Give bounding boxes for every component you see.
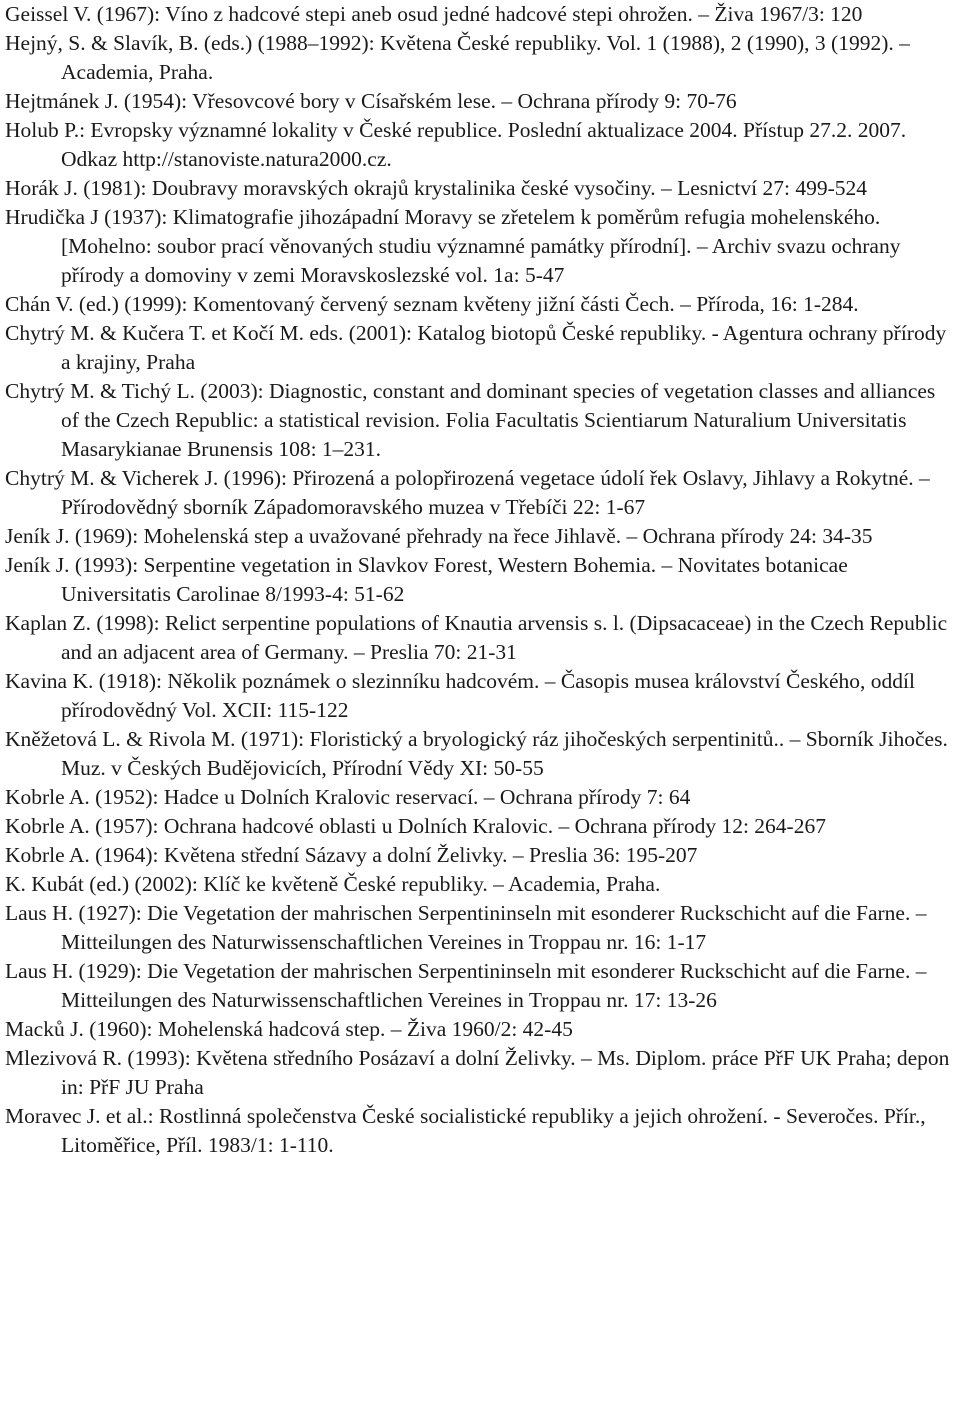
reference-entry: Kobrle A. (1964): Květena střední Sázavy a dolní Želivky. – Preslia 36: 195-207	[5, 843, 698, 867]
reference-entry: Jeník J. (1969): Mohelenská step a uvažované přehrady na řece Jihlavě. – Ochrana přírody 24: 34-35	[5, 524, 873, 548]
reference-entry: Kavina K. (1918): Několik poznámek o slezinníku hadcovém. – Časopis musea království Českého, oddíl přírodovědný Vol. XCII: 115-122	[5, 669, 915, 722]
reference-entry: Laus H. (1927): Die Vegetation der mahrischen Serpentininseln mit esonderer Ruckschicht auf die Farne. – Mitteilungen des Naturwissenschaftlichen Vereines in Troppau nr. 16: 1-17	[5, 901, 927, 954]
reference-entry: Laus H. (1929): Die Vegetation der mahrischen Serpentininseln mit esonderer Ruckschicht auf die Farne. – Mitteilungen des Naturwissenschaftlichen Vereines in Troppau nr. 17: 13-26	[5, 959, 927, 1012]
reference-entry: Jeník J. (1993): Serpentine vegetation in Slavkov Forest, Western Bohemia. – Novitates botanicae Universitatis Carolinae 8/1993-4: 51-62	[5, 553, 848, 606]
reference-entry: Kobrle A. (1957): Ochrana hadcové oblasti u Dolních Kralovic. – Ochrana přírody 12: 264-267	[5, 814, 826, 838]
reference-entry: Chytrý M. & Kučera T. et Kočí M. eds. (2001): Katalog biotopů České republiky. - Agentura ochrany přírody a krajiny, Praha	[5, 321, 947, 374]
reference-entry: Holub P.: Evropsky významné lokality v České republice. Poslední aktualizace 2004. Přístup 27.2. 2007. Odkaz http://stanoviste.natura2000.cz.	[5, 118, 907, 171]
reference-entry: Hrudička J (1937): Klimatografie jihozápadní Moravy se zřetelem k poměrům refugia mohelenského. [Mohelno: soubor prací věnovaných studiu významné památky přírodní]. – Archiv svazu ochrany přírody a domoviny v zemi Moravskoslezské vol. 1a: 5-47	[5, 205, 901, 287]
reference-entry: Hejtmánek J. (1954): Vřesovcové bory v Císařském lese. – Ochrana přírody 9: 70-76	[5, 89, 737, 113]
reference-entry: Macků J. (1960): Mohelenská hadcová step. – Živa 1960/2: 42-45	[5, 1017, 573, 1041]
reference-entry: Mlezivová R. (1993): Květena středního Posázaví a dolní Želivky. – Ms. Diplom. práce PřF UK Praha; depon in: PřF JU Praha	[5, 1046, 950, 1099]
reference-entry: Geissel V. (1967): Víno z hadcové stepi aneb osud jedné hadcové stepi ohrožen. – Živa 1967/3: 120	[5, 2, 863, 26]
reference-entry: Kněžetová L. & Rivola M. (1971): Floristický a bryologický ráz jihočeských serpentinitů.. – Sborník Jihočes. Muz. v Českých Budějovicích, Přírodní Vědy XI: 50-55	[5, 727, 948, 780]
reference-entry: Chytrý M. & Vicherek J. (1996): Přirozená a polopřirozená vegetace údolí řek Oslavy, Jihlavy a Rokytné. – Přírodovědný sborník Západomoravského muzea v Třebíči 22: 1-67	[5, 466, 930, 519]
reference-entry: Chán V. (ed.) (1999): Komentovaný červený seznam květeny jižní části Čech. – Příroda, 16: 1-284.	[5, 292, 859, 316]
reference-entry: Kobrle A. (1952): Hadce u Dolních Kralovic reservací. – Ochrana přírody 7: 64	[5, 785, 691, 809]
reference-list	[5, 0, 957, 1160]
reference-entry: Hejný, S. & Slavík, B. (eds.) (1988–1992): Květena České republiky. Vol. 1 (1988), 2 (1990), 3 (1992). – Academia, Praha.	[5, 31, 910, 84]
reference-entry: Kaplan Z. (1998): Relict serpentine populations of Knautia arvensis s. l. (Dipsacaceae) in the Czech Republic and an adjacent area of Germany. – Preslia 70: 21-31	[5, 611, 948, 664]
reference-entry: K. Kubát (ed.) (2002): Klíč ke květeně České republiky. – Academia, Praha.	[5, 872, 661, 896]
reference-entry: Moravec J. et al.: Rostlinná společenstva České socialistické republiky a jejich ohrožení. - Severočes. Přír., Litoměřice, Příl. 1983/1: 1-110.	[5, 1104, 926, 1157]
reference-entry: Horák J. (1981): Doubravy moravských okrajů krystalinika české vysočiny. – Lesnictví 27: 499-524	[5, 176, 868, 200]
reference-entry: Chytrý M. & Tichý L. (2003): Diagnostic, constant and dominant species of vegetation classes and alliances of the Czech Republic: a statistical revision. Folia Facultatis Scientiarum Naturalium Universitatis Masarykianae Brunensis 108: 1–231.	[5, 379, 936, 461]
